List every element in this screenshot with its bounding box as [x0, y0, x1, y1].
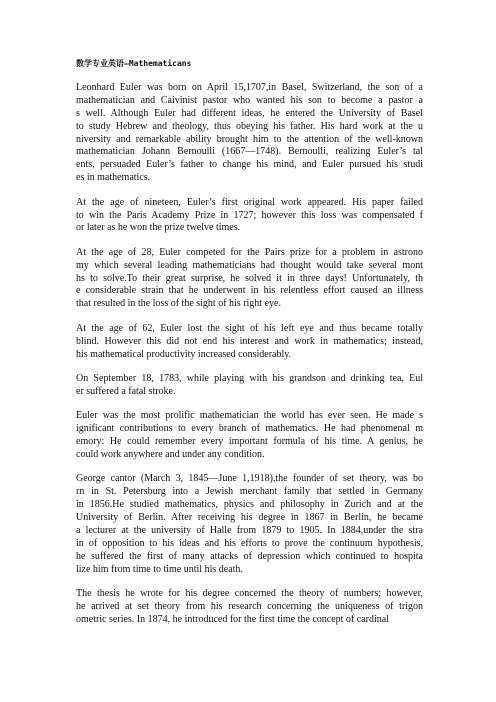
text-line: The thesis he wrote for his degree concerned the theory of numbers; however, [76, 587, 423, 599]
text-line: Leonhard Euler was born on April 15,1707,in Basel, Switzerland, the son of a [76, 82, 423, 93]
text-line: ignificant contributions to every branch of mathematics. He had phenomenal m [76, 423, 423, 435]
paragraph [76, 323, 423, 362]
text-line: At the age of 62, Euler lost the sight of his left eye and thus became totally [76, 322, 423, 334]
text-line: or later as he won the prize twelve times. [76, 222, 241, 234]
text-line: in 1856.He studied mathematics, physics and philosophy in Zurich and at the [76, 499, 423, 511]
paragraph [76, 473, 423, 576]
text-line: a lecturer at the university of Halle from 1879 to 1905. In 1884,under the stra [76, 524, 423, 536]
text-line: to win the Paris Academy Prize in 1727; however this loss was compensated f [76, 209, 423, 221]
text-line: rn in St. Petersburg into a Jewish merchant family that settled in Germany [76, 486, 423, 498]
text-line: University of Berlin. After receiving his degree in 1867 in Berlin, he became [76, 511, 423, 523]
text-line: blind. However this did not end his interest and work in mathematics; instead, [76, 335, 423, 347]
text-line: he arrived at set theory from his research concerning the uniqueness of trigon [76, 600, 423, 612]
text-line: e considerable strain that he underwent in his relentless effort caused an illness [76, 285, 423, 297]
text-line: could work anywhere and under any condition. [76, 448, 265, 460]
paragraph [76, 588, 423, 627]
text-line: Euler was the most prolific mathematician the world has ever seen. He made s [76, 410, 423, 422]
text-line: ents, persuaded Euler’s father to change his mind, and Euler pursued his studi [76, 159, 423, 171]
document-body [76, 82, 423, 638]
text-line: lize him from time to time until his death. [76, 563, 243, 575]
text-line: hs to solve.To their great surprise, he solved it in three days! Unfortunately, th [76, 272, 423, 284]
text-line: At the age of 28, Euler competed for the Pairs prize for a problem in astrono [76, 246, 423, 258]
text-line: s well. Although Euler had different ideas, he entered the University of Basel [76, 107, 423, 119]
text-line: ometric series. In 1874, he introduced for the first time the concept of cardinal [76, 613, 389, 625]
text-line: At the age of nineteen, Euler’s first original work appeared. His paper failed [76, 196, 423, 208]
text-line: er suffered a fatal stroke. [76, 385, 176, 397]
text-line: mathematician and Caivinist pastor who wanted his son to become a pastor a [76, 94, 423, 106]
paragraph [76, 373, 423, 399]
paragraph [76, 410, 423, 462]
paragraph [76, 247, 423, 311]
paragraph [76, 82, 423, 185]
text-line: mathematician Johann Bernoulli (1667—1748). Bernoulli, realizing Euler’s tal [76, 146, 423, 158]
text-line: his mathematical productivity increased considerably. [76, 348, 292, 360]
text-line: my which several leading mathematicians had thought would take several mont [76, 259, 423, 271]
text-line: George cantor (March 3, 1845—June 1,1918),the founder of set theory, was bo [76, 473, 423, 485]
text-line: in of opposition to his ideas and his efforts to prove the continuum hypothesis, [76, 537, 423, 549]
text-line: niversity and remarkable ability brought him to the attention of the well-known [76, 133, 423, 145]
text-line: to study Hebrew and theology, thus obeying his father. His hard work at the u [76, 120, 423, 132]
text-line: es in mathematics. [76, 172, 151, 184]
text-line: that resulted in the loss of the sight of his right eye. [76, 298, 281, 310]
text-line: On September 18, 1783, while playing with his grandson and drinking tea, Eul [76, 372, 423, 384]
text-line: he suffered the first of many attacks of depression which continued to hospita [76, 550, 423, 562]
document-title: 数学专业英语—Mathematicans [76, 59, 192, 68]
paragraph [76, 197, 423, 236]
text-line: emory: He could remember every important formula of his time. A genius, he [76, 435, 423, 447]
